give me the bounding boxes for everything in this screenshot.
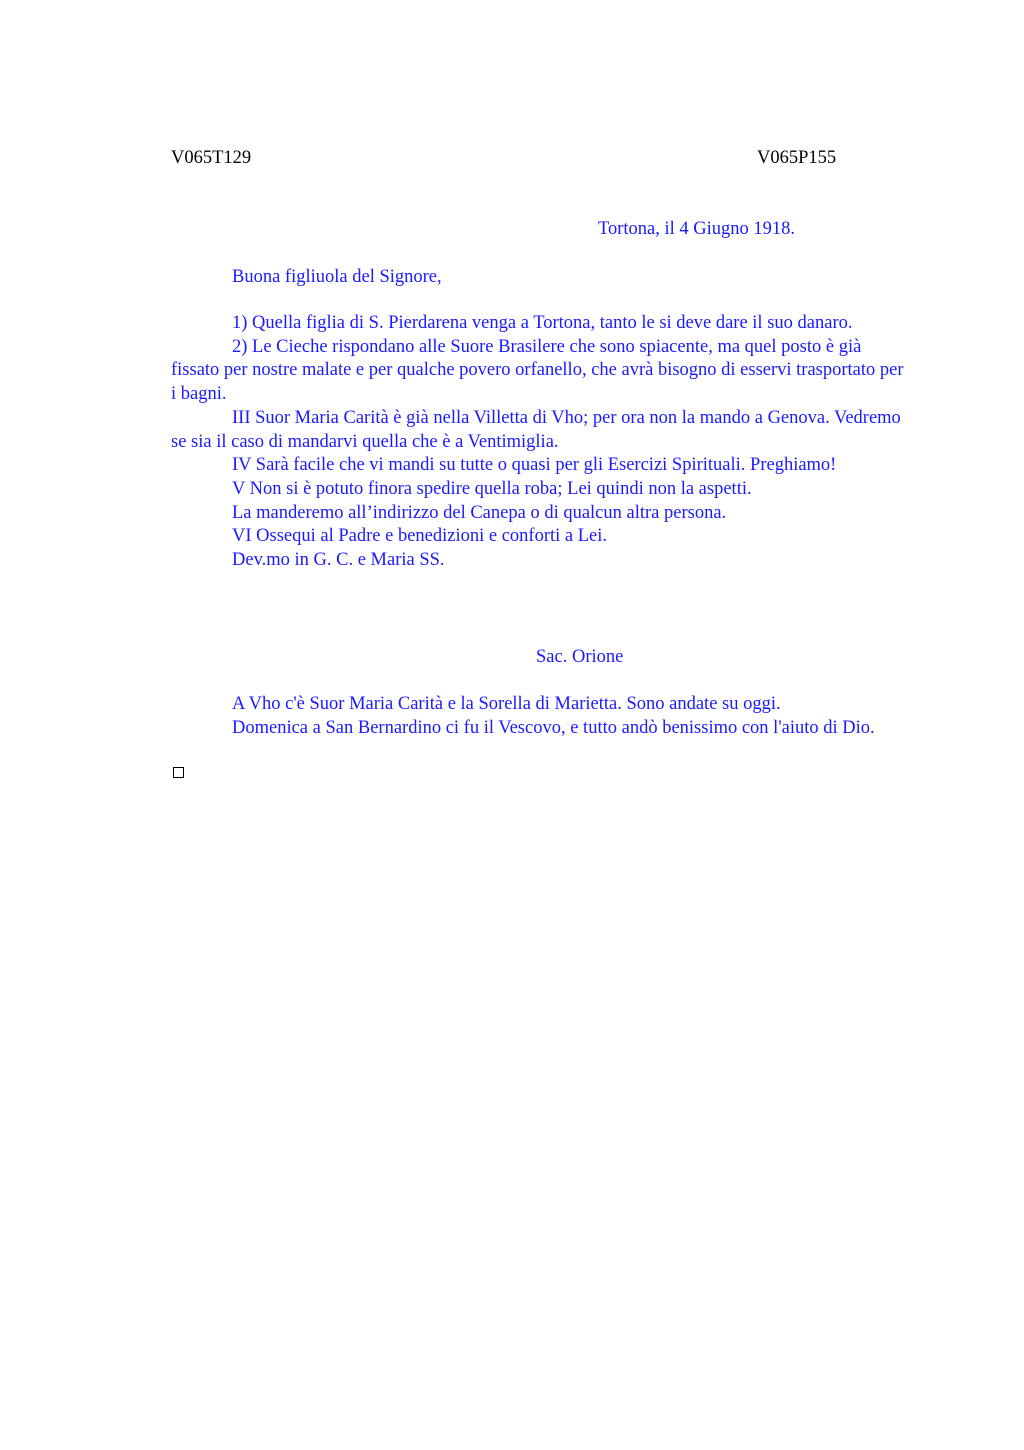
letter-postscript — [232, 692, 922, 740]
letter-body — [171, 312, 913, 573]
postscript-line-1: A Vho c'è Suor Maria Carità e la Sorella di Marietta. Sono andate su oggi. — [232, 694, 781, 714]
end-box-icon — [173, 767, 184, 778]
letter-paragraph-3: III Suor Maria Carità è già nella Villetta di Vho; per ora non la mando a Genova. Vedremo se sia il caso di mandarvi quella che è a Ventimiglia. — [171, 407, 901, 452]
letter-paragraph-2: 2) Le Cieche rispondano alle Suore Brasilere che sono spiacente, ma quel posto è già fissato per nostre malate e per qualche povero orfanello, che avrà bisogno di esservi trasportato per i bagni. — [171, 336, 904, 405]
letter-salutation: Buona figliuola del Signore, — [232, 267, 442, 287]
letter-signature: Sac. Orione — [536, 647, 624, 667]
letter-date: Tortona, il 4 Giugno 1918. — [598, 219, 796, 239]
letter-paragraph-4: IV Sarà facile che vi mandi su tutte o quasi per gli Esercizi Spirituali. Preghiamo! — [232, 455, 837, 476]
letter-paragraph-6: La manderemo all’indirizzo del Canepa o di qualcun altra persona. — [232, 502, 727, 523]
letter-closing: Dev.mo in G. C. e Maria SS. — [232, 550, 445, 571]
document-code-left: V065T129 — [171, 148, 252, 168]
letter-paragraph-5: V Non si è potuto finora spedire quella roba; Lei quindi non la aspetti. — [232, 478, 752, 499]
document-code-right: V065P155 — [757, 148, 837, 168]
letter-paragraph-1: 1) Quella figlia di S. Pierdarena venga a Tortona, tanto le si deve dare il suo danaro. — [232, 313, 853, 333]
letter-paragraph-7: VI Ossequi al Padre e benedizioni e conforti a Lei. — [232, 526, 608, 547]
postscript-line-2: Domenica a San Bernardino ci fu il Vescovo, e tutto andò benissimo con l'aiuto di Dio. — [232, 718, 875, 738]
